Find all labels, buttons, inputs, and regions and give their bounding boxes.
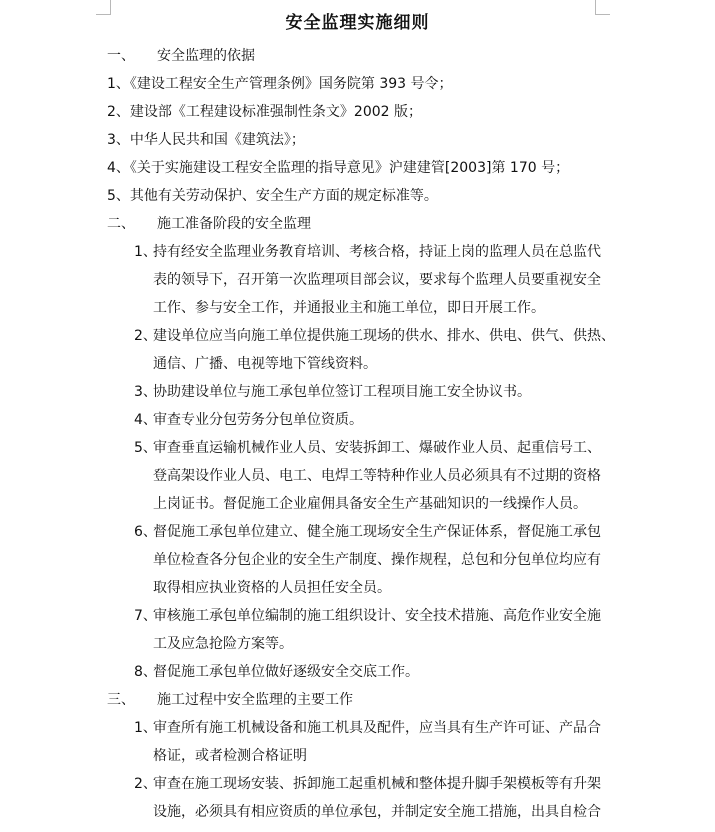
list-item-number: 3、 — [134, 384, 157, 400]
list-item-text: 督促施工承包单位做好逐级安全交底工作。 — [153, 664, 419, 680]
section-number: 一、 — [107, 48, 135, 64]
list-item-continuation: 工作、参与安全工作，并通报业主和施工单位，即日开展工作。 — [153, 300, 545, 316]
list-item-continuation: 上岗证书。督促施工企业雇佣具备安全生产基础知识的一线操作人员。 — [153, 496, 587, 512]
list-item-text: 督促施工承包单位建立、健全施工现场安全生产保证体系，督促施工承包 — [153, 524, 601, 540]
list-item-continuation: 通信、广播、电视等地下管线资料。 — [153, 356, 377, 372]
list-item-number: 1、 — [134, 244, 157, 260]
list-item-continuation: 单位检查各分包企业的安全生产制度、操作规程，总包和分包单位均应有 — [153, 552, 601, 568]
list-item-text: 持有经安全监理业务教育培训、考核合格，持证上岗的监理人员在总监代 — [153, 244, 601, 260]
list-item-text: 审查在施工现场安装、拆卸施工起重机械和整体提升脚手架模板等有升架 — [153, 776, 601, 792]
list-item-number: 7、 — [134, 608, 157, 624]
list-item-number: 8、 — [134, 664, 157, 680]
basis-item: 4、《关于实施建设工程安全监理的指导意见》沪建建管[2003]第 170 号； — [107, 160, 570, 176]
list-item-number: 2、 — [134, 776, 157, 792]
section-title: 施工准备阶段的安全监理 — [157, 216, 311, 232]
list-item-text: 审查所有施工机械设备和施工机具及配件，应当具有生产许可证、产品合 — [153, 720, 601, 736]
list-item-text: 协助建设单位与施工承包单位签订工程项目施工安全协议书。 — [153, 384, 531, 400]
section-title: 施工过程中安全监理的主要工作 — [157, 692, 353, 708]
basis-item: 2、建设部《工程建设标准强制性条文》2002 版； — [107, 104, 422, 120]
basis-item: 5、其他有关劳动保护、安全生产方面的规定标准等。 — [107, 188, 438, 204]
list-item-text: 审核施工承包单位编制的施工组织设计、安全技术措施、高危作业安全施 — [153, 608, 601, 624]
list-item-number: 1、 — [134, 720, 157, 736]
section-title: 安全监理的依据 — [157, 48, 255, 64]
list-item-continuation: 格证，或者检测合格证明 — [153, 748, 307, 764]
list-item-text: 审查专业分包劳务分包单位资质。 — [153, 412, 363, 428]
list-item-text: 审查垂直运输机械作业人员、安装拆卸工、爆破作业人员、起重信号工、 — [153, 440, 601, 456]
list-item-number: 6、 — [134, 524, 157, 540]
list-item-number: 5、 — [134, 440, 157, 456]
list-item-continuation: 工及应急抢险方案等。 — [153, 636, 293, 652]
list-item-number: 2、 — [134, 328, 157, 344]
list-item-continuation: 取得相应执业资格的人员担任安全员。 — [153, 580, 391, 596]
list-item-text: 建设单位应当向施工单位提供施工现场的供水、排水、供电、供气、供热、 — [153, 328, 615, 344]
basis-item: 3、中华人民共和国《建筑法》； — [107, 132, 305, 148]
document-title: 安全监理实施细则 — [285, 13, 430, 33]
list-item-continuation: 登高架设作业人员、电工、电焊工等特种作业人员必须具有不过期的资格 — [153, 468, 601, 484]
list-item-continuation: 表的领导下，召开第一次监理项目部会议，要求每个监理人员要重视安全 — [153, 272, 601, 288]
basis-item: 1、《建设工程安全生产管理条例》国务院第 393 号令； — [107, 76, 453, 92]
section-number: 二、 — [107, 216, 135, 232]
list-item-continuation: 设施，必须具有相应资质的单位承包，并制定安全施工措施，出具自检合 — [153, 804, 601, 820]
list-item-number: 4、 — [134, 412, 157, 428]
section-number: 三、 — [107, 692, 135, 708]
